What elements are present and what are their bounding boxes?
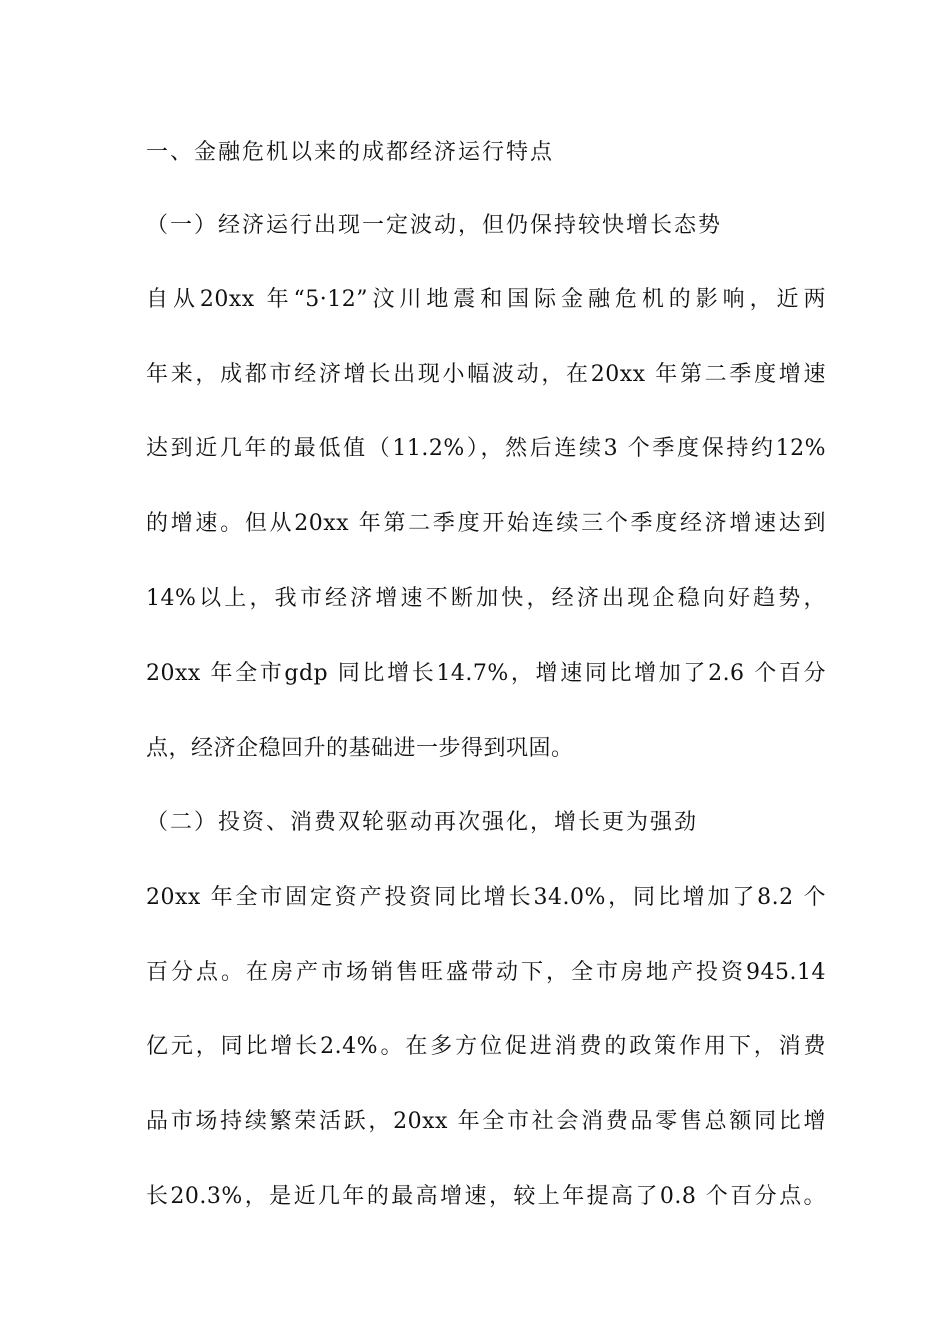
paragraph-line: 14%以上，我市经济增速不断加快，经济出现企稳向好趋势， <box>146 586 826 611</box>
paragraph-line: 百分点。在房产市场销售旺盛带动下，全市房地产投资945.14 <box>146 960 826 985</box>
paragraph-line: 长20.3%，是近几年的最高增速，较上年提高了0.8 个百分点。 <box>146 1184 826 1209</box>
section-2-title: （二）投资、消费双轮驱动再次强化，增长更为强劲 <box>146 810 699 835</box>
document-heading: 一、金融危机以来的成都经济运行特点 <box>146 140 555 165</box>
paragraph-line: 自从20xx 年“5·12”汶川地震和国际金融危机的影响，近两 <box>146 287 826 312</box>
section-1-title: （一）经济运行出现一定波动，但仍保持较快增长态势 <box>146 213 723 238</box>
paragraph-line: 达到近几年的最低值（11.2%），然后连续3 个季度保持约12% <box>146 436 826 461</box>
paragraph-line: 品市场持续繁荣活跃，20xx 年全市社会消费品零售总额同比增 <box>146 1109 826 1134</box>
paragraph-line: 亿元，同比增长2.4%。在多方位促进消费的政策作用下，消费 <box>146 1034 826 1059</box>
paragraph-line: 点，经济企稳回升的基础进一步得到巩固。 <box>146 736 574 761</box>
paragraph-line: 20xx 年全市固定资产投资同比增长34.0%，同比增加了8.2 个 <box>146 885 826 910</box>
paragraph-line: 的增速。但从20xx 年第二季度开始连续三个季度经济增速达到 <box>146 511 826 536</box>
paragraph-line: 20xx 年全市gdp 同比增长14.7%，增速同比增加了2.6 个百分 <box>146 661 826 686</box>
paragraph-line: 年来，成都市经济增长出现小幅波动，在20xx 年第二季度增速 <box>146 362 826 387</box>
